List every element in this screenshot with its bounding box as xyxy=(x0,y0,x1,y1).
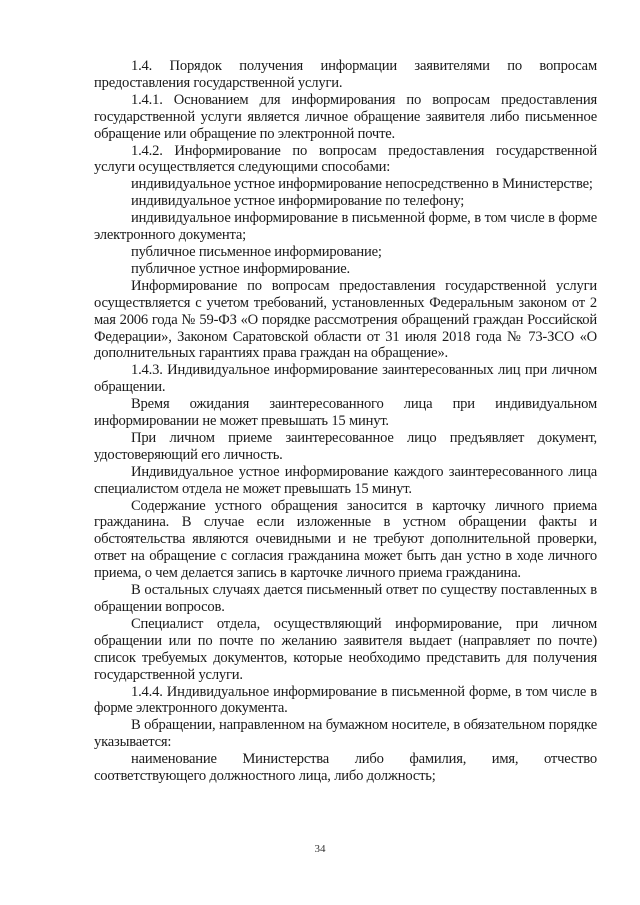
paragraph: 1.4.2. Информирование по вопросам предоставления государственной услуги осуществляется следующими способами: xyxy=(94,142,597,176)
paragraph: Информирование по вопросам предоставления государственной услуги осуществляется с учетом требований, установленных Федеральным законом от 2 мая 2006 года № 59-ФЗ «О порядке рассмотрения обращений граждан Российской Федерации», Законом Саратовской области от 31 июля 2018 года № 73-ЗСО «О дополнительных гарантиях права граждан на обращение». xyxy=(94,277,597,362)
paragraph: Индивидуальное устное информирование каждого заинтересованного лица специалистом отдела не может превышать 15 минут. xyxy=(94,463,597,497)
paragraph: индивидуальное устное информирование по телефону; xyxy=(131,193,465,210)
paragraph: Содержание устного обращения заносится в карточку личного приема гражданина. В случае если изложенные в устном обращении факты и обстоятельства являются очевидными и не требуют дополнительной проверки, ответ на обращение с согласия гражданина может быть дан устно в ходе личного приема, о чем делается запись в карточке личного приема гражданина. xyxy=(94,497,597,582)
paragraph: публичное устное информирование. xyxy=(131,260,350,277)
paragraph: При личном приеме заинтересованное лицо предъявляет документ, удостоверяющий его личность. xyxy=(94,429,597,463)
paragraph: В обращении, направленном на бумажном носителе, в обязательном порядке указывается: xyxy=(94,717,597,751)
paragraph: наименование Министерства либо фамилия, имя, отчество соответствующего должностного лица, либо должность; xyxy=(94,751,597,785)
paragraph: 1.4.4. Индивидуальное информирование в письменной форме, в том числе в форме электронного документа. xyxy=(94,683,597,717)
paragraph: индивидуальное информирование в письменной форме, в том числе в форме электронного документа; xyxy=(94,210,597,244)
document-body xyxy=(94,58,597,785)
page-number: 34 xyxy=(314,843,326,855)
paragraph: Время ожидания заинтересованного лица при индивидуальном информировании не может превышать 15 минут. xyxy=(94,396,597,430)
paragraph: Специалист отдела, осуществляющий информирование, при личном обращении или по почте по желанию заявителя выдает (направляет по почте) список требуемых документов, которые необходимо представить для получения государственной услуги. xyxy=(94,615,597,683)
paragraph: публичное письменное информирование; xyxy=(131,243,382,260)
paragraph: В остальных случаях дается письменный ответ по существу поставленных в обращении вопросов. xyxy=(94,582,597,615)
paragraph: 1.4.3. Индивидуальное информирование заинтересованных лиц при личном обращении. xyxy=(94,362,597,396)
paragraph: 1.4.1. Основанием для информирования по вопросам предоставления государственной услуги является личное обращение заявителя либо письменное обращение или обращение по электронной почте. xyxy=(94,91,597,142)
paragraph: 1.4. Порядок получения информации заявителями по вопросам предоставления государственной услуги. xyxy=(94,58,597,91)
paragraph: индивидуальное устное информирование непосредственно в Министерстве; xyxy=(131,176,593,193)
